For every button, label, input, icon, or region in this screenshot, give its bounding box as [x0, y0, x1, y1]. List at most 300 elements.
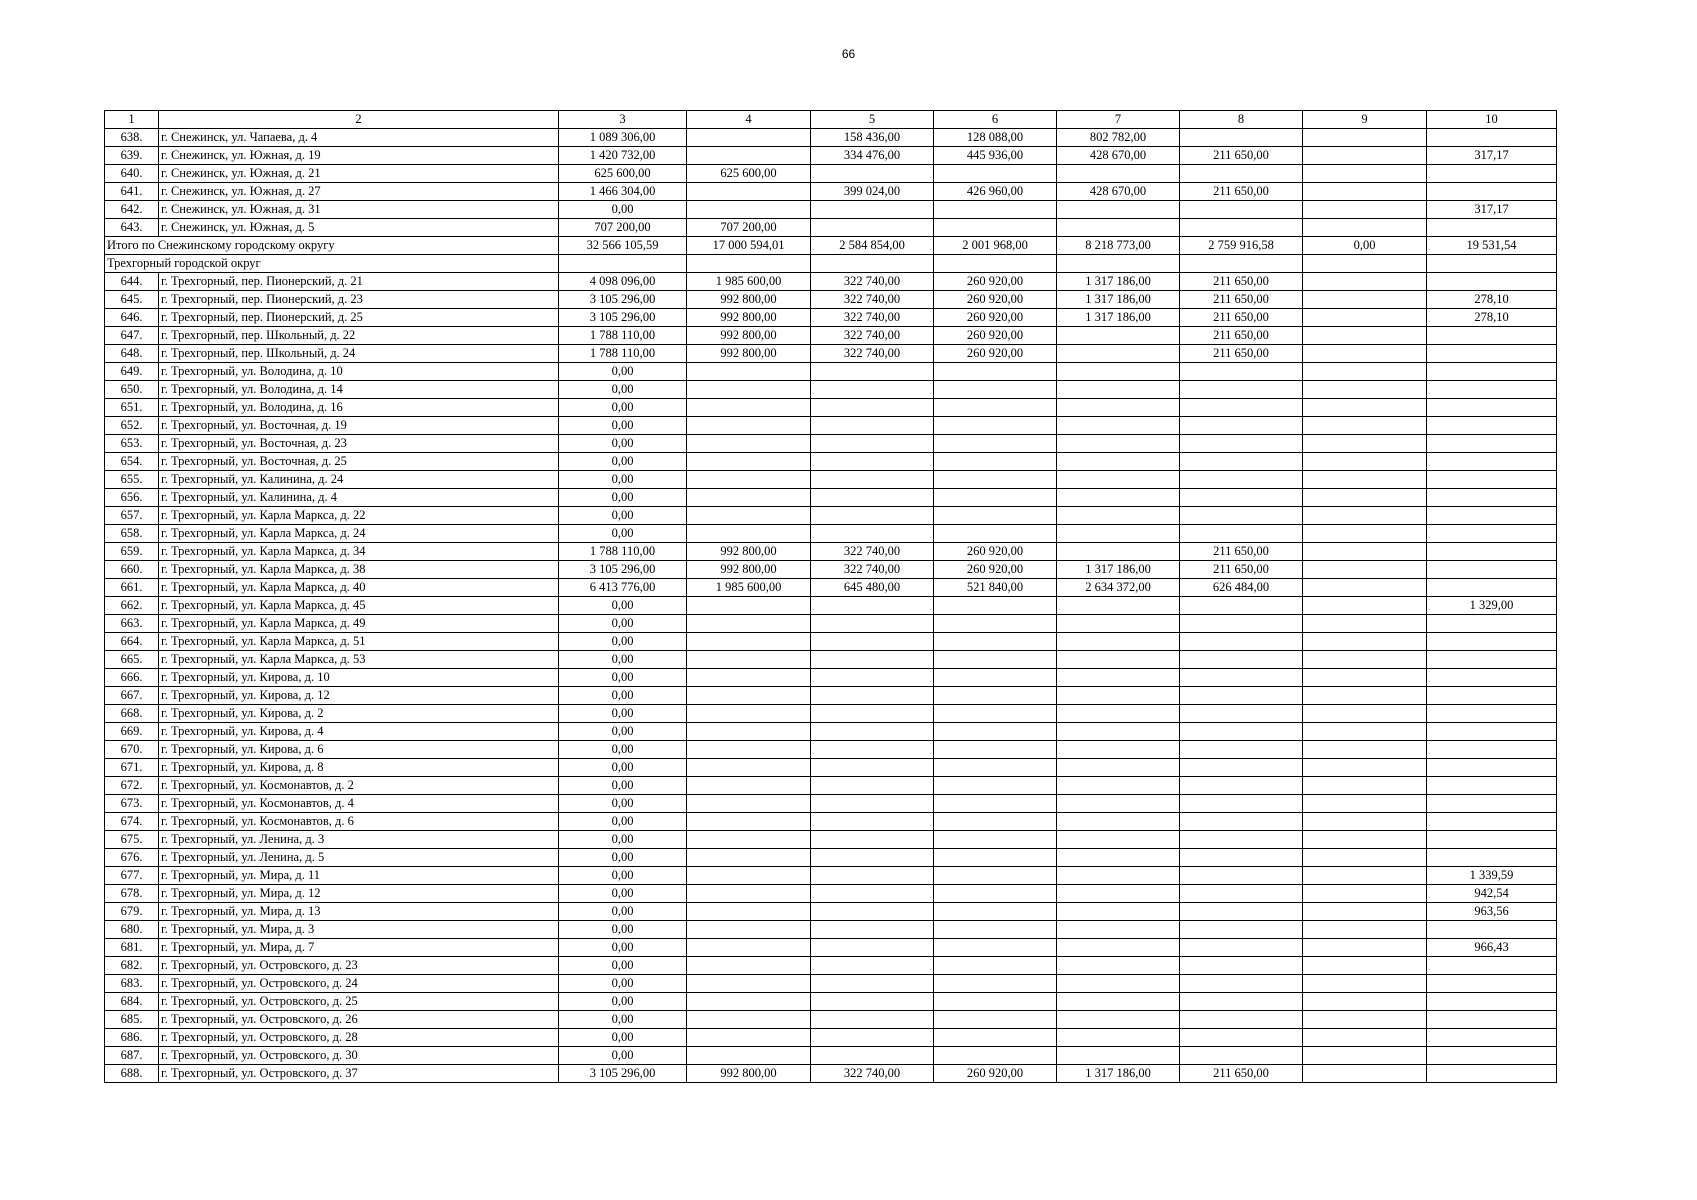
- value-cell-c8: [1180, 813, 1303, 831]
- value-cell-c3: 0,00: [559, 957, 687, 975]
- value-cell-c6: [934, 219, 1057, 237]
- table-row: [105, 399, 1557, 417]
- value-cell-c7: 1 317 186,00: [1057, 309, 1180, 327]
- value-cell-c9: [1303, 705, 1427, 723]
- value-cell-c3: 6 413 776,00: [559, 579, 687, 597]
- value-cell-c3: 0,00: [559, 849, 687, 867]
- value-cell-c9: [1303, 1011, 1427, 1029]
- value-cell-c6: 128 088,00: [934, 129, 1057, 147]
- value-cell-c9: [1303, 291, 1427, 309]
- row-number: 661.: [105, 579, 159, 597]
- value-cell-c5: [811, 201, 934, 219]
- value-cell-c6: [934, 489, 1057, 507]
- row-number: 650.: [105, 381, 159, 399]
- value-cell-c10: [1427, 1047, 1557, 1065]
- row-number: 687.: [105, 1047, 159, 1065]
- value-cell-c5: [811, 489, 934, 507]
- row-number: 683.: [105, 975, 159, 993]
- table-row: [105, 201, 1557, 219]
- table-row: [105, 561, 1557, 579]
- address-cell: г. Трехгорный, ул. Карла Маркса, д. 49: [159, 615, 559, 633]
- row-number: 654.: [105, 453, 159, 471]
- value-cell-c7: [1057, 327, 1180, 345]
- value-cell-c3: 707 200,00: [559, 219, 687, 237]
- value-cell-c6: [934, 201, 1057, 219]
- value-cell-c5: [811, 417, 934, 435]
- value-cell-c6: [934, 993, 1057, 1011]
- value-cell-c5: [811, 867, 934, 885]
- value-cell-c10: [1427, 741, 1557, 759]
- value-cell-c4: 992 800,00: [687, 561, 811, 579]
- row-number: 682.: [105, 957, 159, 975]
- value-cell-c7: [1057, 777, 1180, 795]
- table-row: [105, 741, 1557, 759]
- value-cell-c6: [934, 921, 1057, 939]
- value-cell-c9: [1303, 489, 1427, 507]
- value-cell-c8: [1180, 597, 1303, 615]
- value-cell-c4: [687, 849, 811, 867]
- row-number: 685.: [105, 1011, 159, 1029]
- value-cell-c9: [1303, 633, 1427, 651]
- value-cell-c7: 2 634 372,00: [1057, 579, 1180, 597]
- table-row: [105, 813, 1557, 831]
- value-cell-c6: [934, 615, 1057, 633]
- empty-cell: [934, 255, 1057, 273]
- value-cell-c6: [934, 435, 1057, 453]
- value-cell-c5: [811, 615, 934, 633]
- row-number: 684.: [105, 993, 159, 1011]
- value-cell-c3: 0,00: [559, 399, 687, 417]
- value-cell-c10: [1427, 219, 1557, 237]
- value-cell-c5: [811, 741, 934, 759]
- value-cell-c3: 0,00: [559, 669, 687, 687]
- value-cell-c9: [1303, 867, 1427, 885]
- value-cell-c8: [1180, 957, 1303, 975]
- address-cell: г. Трехгорный, пер. Школьный, д. 24: [159, 345, 559, 363]
- value-cell-c4: [687, 453, 811, 471]
- value-cell-c7: [1057, 975, 1180, 993]
- value-cell-c8: [1180, 831, 1303, 849]
- value-cell-c6: [934, 849, 1057, 867]
- value-cell-c3: 1 420 732,00: [559, 147, 687, 165]
- value-cell-c9: [1303, 903, 1427, 921]
- value-cell-c5: [811, 957, 934, 975]
- row-number: 677.: [105, 867, 159, 885]
- value-cell-c5: 322 740,00: [811, 273, 934, 291]
- row-number: 652.: [105, 417, 159, 435]
- address-cell: г. Трехгорный, ул. Мира, д. 7: [159, 939, 559, 957]
- value-cell-c7: [1057, 417, 1180, 435]
- value-cell-c3: 0,00: [559, 903, 687, 921]
- value-cell-c3: 1 466 304,00: [559, 183, 687, 201]
- value-cell-c3: 1 788 110,00: [559, 543, 687, 561]
- address-cell: г. Трехгорный, ул. Мира, д. 12: [159, 885, 559, 903]
- address-cell: г. Снежинск, ул. Южная, д. 19: [159, 147, 559, 165]
- total-value-c4: 17 000 594,01: [687, 237, 811, 255]
- value-cell-c5: [811, 651, 934, 669]
- value-cell-c4: [687, 759, 811, 777]
- value-cell-c10: [1427, 993, 1557, 1011]
- address-cell: г. Трехгорный, ул. Карла Маркса, д. 24: [159, 525, 559, 543]
- value-cell-c5: 158 436,00: [811, 129, 934, 147]
- table-row: [105, 867, 1557, 885]
- table-row: [105, 687, 1557, 705]
- address-cell: г. Трехгорный, ул. Мира, д. 3: [159, 921, 559, 939]
- value-cell-c10: [1427, 633, 1557, 651]
- value-cell-c7: [1057, 867, 1180, 885]
- address-cell: г. Трехгорный, ул. Карла Маркса, д. 40: [159, 579, 559, 597]
- row-number: 686.: [105, 1029, 159, 1047]
- table-row: [105, 651, 1557, 669]
- value-cell-c4: 992 800,00: [687, 327, 811, 345]
- value-cell-c7: [1057, 381, 1180, 399]
- value-cell-c10: [1427, 687, 1557, 705]
- empty-cell: [811, 255, 934, 273]
- value-cell-c5: [811, 435, 934, 453]
- value-cell-c4: [687, 363, 811, 381]
- row-number: 678.: [105, 885, 159, 903]
- row-number: 672.: [105, 777, 159, 795]
- value-cell-c8: 626 484,00: [1180, 579, 1303, 597]
- total-value-c7: 8 218 773,00: [1057, 237, 1180, 255]
- value-cell-c7: [1057, 849, 1180, 867]
- value-cell-c6: 426 960,00: [934, 183, 1057, 201]
- value-cell-c5: [811, 1029, 934, 1047]
- value-cell-c7: [1057, 201, 1180, 219]
- value-cell-c8: [1180, 687, 1303, 705]
- table-row: [105, 489, 1557, 507]
- value-cell-c10: [1427, 1065, 1557, 1083]
- value-cell-c10: [1427, 561, 1557, 579]
- value-cell-c9: [1303, 795, 1427, 813]
- value-cell-c3: 0,00: [559, 687, 687, 705]
- value-cell-c8: 211 650,00: [1180, 183, 1303, 201]
- value-cell-c4: [687, 201, 811, 219]
- value-cell-c3: 4 098 096,00: [559, 273, 687, 291]
- value-cell-c7: 802 782,00: [1057, 129, 1180, 147]
- value-cell-c3: 0,00: [559, 417, 687, 435]
- value-cell-c7: [1057, 525, 1180, 543]
- value-cell-c6: 260 920,00: [934, 345, 1057, 363]
- value-cell-c6: [934, 669, 1057, 687]
- address-cell: г. Снежинск, ул. Чапаева, д. 4: [159, 129, 559, 147]
- table-row: [105, 723, 1557, 741]
- value-cell-c8: [1180, 129, 1303, 147]
- row-number: 663.: [105, 615, 159, 633]
- header-cell: 6: [934, 111, 1057, 129]
- header-cell: 5: [811, 111, 934, 129]
- value-cell-c3: 3 105 296,00: [559, 561, 687, 579]
- table-row: [105, 579, 1557, 597]
- value-cell-c7: [1057, 993, 1180, 1011]
- value-cell-c4: [687, 885, 811, 903]
- value-cell-c3: 0,00: [559, 381, 687, 399]
- value-cell-c4: 992 800,00: [687, 309, 811, 327]
- value-cell-c9: [1303, 183, 1427, 201]
- value-cell-c4: [687, 975, 811, 993]
- address-cell: г. Трехгорный, пер. Школьный, д. 22: [159, 327, 559, 345]
- value-cell-c6: [934, 777, 1057, 795]
- value-cell-c6: 260 920,00: [934, 273, 1057, 291]
- value-cell-c10: 963,56: [1427, 903, 1557, 921]
- table-row: [105, 849, 1557, 867]
- value-cell-c6: [934, 165, 1057, 183]
- value-cell-c5: [811, 363, 934, 381]
- value-cell-c6: [934, 939, 1057, 957]
- value-cell-c10: [1427, 921, 1557, 939]
- value-cell-c8: 211 650,00: [1180, 147, 1303, 165]
- value-cell-c4: [687, 921, 811, 939]
- row-number: 644.: [105, 273, 159, 291]
- value-cell-c5: [811, 471, 934, 489]
- address-cell: г. Трехгорный, ул. Космонавтов, д. 6: [159, 813, 559, 831]
- value-cell-c6: [934, 651, 1057, 669]
- value-cell-c9: [1303, 165, 1427, 183]
- value-cell-c4: 1 985 600,00: [687, 273, 811, 291]
- row-number: 648.: [105, 345, 159, 363]
- value-cell-c5: [811, 885, 934, 903]
- value-cell-c6: [934, 363, 1057, 381]
- value-cell-c8: [1180, 921, 1303, 939]
- address-cell: г. Трехгорный, ул. Карла Маркса, д. 22: [159, 507, 559, 525]
- row-number: 676.: [105, 849, 159, 867]
- row-number: 669.: [105, 723, 159, 741]
- value-cell-c9: [1303, 507, 1427, 525]
- value-cell-c4: [687, 1029, 811, 1047]
- value-cell-c10: [1427, 831, 1557, 849]
- table-row: [105, 147, 1557, 165]
- total-value-c6: 2 001 968,00: [934, 237, 1057, 255]
- row-number: 674.: [105, 813, 159, 831]
- value-cell-c5: 322 740,00: [811, 327, 934, 345]
- total-row: [105, 237, 1557, 255]
- value-cell-c10: [1427, 651, 1557, 669]
- value-cell-c10: [1427, 453, 1557, 471]
- value-cell-c7: 1 317 186,00: [1057, 1065, 1180, 1083]
- value-cell-c4: [687, 381, 811, 399]
- value-cell-c4: [687, 129, 811, 147]
- value-cell-c3: 0,00: [559, 705, 687, 723]
- table-row: [105, 1011, 1557, 1029]
- row-number: 667.: [105, 687, 159, 705]
- value-cell-c5: [811, 165, 934, 183]
- value-cell-c10: [1427, 957, 1557, 975]
- value-cell-c8: [1180, 939, 1303, 957]
- value-cell-c6: [934, 867, 1057, 885]
- value-cell-c8: [1180, 975, 1303, 993]
- header-cell: 9: [1303, 111, 1427, 129]
- value-cell-c5: [811, 453, 934, 471]
- value-cell-c6: [934, 381, 1057, 399]
- row-number: 662.: [105, 597, 159, 615]
- page-number: 66: [841, 47, 856, 61]
- value-cell-c4: [687, 399, 811, 417]
- value-cell-c7: 1 317 186,00: [1057, 561, 1180, 579]
- total-value-c8: 2 759 916,58: [1180, 237, 1303, 255]
- value-cell-c8: [1180, 867, 1303, 885]
- value-cell-c7: [1057, 1029, 1180, 1047]
- value-cell-c5: [811, 903, 934, 921]
- table-row: [105, 129, 1557, 147]
- value-cell-c9: [1303, 651, 1427, 669]
- value-cell-c3: 0,00: [559, 651, 687, 669]
- row-number: 656.: [105, 489, 159, 507]
- row-number: 641.: [105, 183, 159, 201]
- value-cell-c8: [1180, 435, 1303, 453]
- value-cell-c9: [1303, 363, 1427, 381]
- value-cell-c7: [1057, 543, 1180, 561]
- value-cell-c5: [811, 705, 934, 723]
- value-cell-c8: [1180, 201, 1303, 219]
- value-cell-c6: 260 920,00: [934, 1065, 1057, 1083]
- address-cell: г. Трехгорный, ул. Островского, д. 23: [159, 957, 559, 975]
- value-cell-c4: [687, 597, 811, 615]
- value-cell-c10: [1427, 327, 1557, 345]
- value-cell-c3: 0,00: [559, 1029, 687, 1047]
- value-cell-c6: [934, 759, 1057, 777]
- value-cell-c3: 0,00: [559, 759, 687, 777]
- total-value-c5: 2 584 854,00: [811, 237, 934, 255]
- value-cell-c4: [687, 1011, 811, 1029]
- address-cell: г. Трехгорный, ул. Карла Маркса, д. 51: [159, 633, 559, 651]
- value-cell-c9: [1303, 381, 1427, 399]
- value-cell-c6: [934, 741, 1057, 759]
- value-cell-c7: [1057, 831, 1180, 849]
- value-cell-c8: [1180, 669, 1303, 687]
- value-cell-c8: [1180, 651, 1303, 669]
- value-cell-c9: [1303, 579, 1427, 597]
- value-cell-c3: 625 600,00: [559, 165, 687, 183]
- value-cell-c3: 0,00: [559, 975, 687, 993]
- empty-cell: [1303, 255, 1427, 273]
- value-cell-c10: [1427, 579, 1557, 597]
- total-value-c10: 19 531,54: [1427, 237, 1557, 255]
- address-cell: г. Трехгорный, ул. Карла Маркса, д. 53: [159, 651, 559, 669]
- group-row: [105, 255, 1557, 273]
- value-cell-c7: [1057, 705, 1180, 723]
- value-cell-c5: [811, 993, 934, 1011]
- value-cell-c3: 0,00: [559, 1047, 687, 1065]
- header-cell: 8: [1180, 111, 1303, 129]
- value-cell-c5: [811, 597, 934, 615]
- header-cell: 7: [1057, 111, 1180, 129]
- value-cell-c9: [1303, 273, 1427, 291]
- value-cell-c8: [1180, 1029, 1303, 1047]
- address-cell: г. Трехгорный, ул. Кирова, д. 6: [159, 741, 559, 759]
- table-row: [105, 471, 1557, 489]
- value-cell-c5: [811, 633, 934, 651]
- value-cell-c8: 211 650,00: [1180, 345, 1303, 363]
- value-cell-c5: [811, 687, 934, 705]
- value-cell-c7: [1057, 723, 1180, 741]
- row-number: 673.: [105, 795, 159, 813]
- value-cell-c8: [1180, 633, 1303, 651]
- table-row: [105, 345, 1557, 363]
- row-number: 680.: [105, 921, 159, 939]
- address-cell: г. Трехгорный, ул. Мира, д. 13: [159, 903, 559, 921]
- value-cell-c10: [1427, 435, 1557, 453]
- header-cell: 1: [105, 111, 159, 129]
- table-row: [105, 507, 1557, 525]
- value-cell-c10: 942,54: [1427, 885, 1557, 903]
- value-cell-c3: 0,00: [559, 741, 687, 759]
- table-row: [105, 705, 1557, 723]
- value-cell-c4: [687, 1047, 811, 1065]
- value-cell-c3: 0,00: [559, 1011, 687, 1029]
- value-cell-c5: [811, 795, 934, 813]
- value-cell-c7: [1057, 1047, 1180, 1065]
- row-number: 653.: [105, 435, 159, 453]
- row-number: 666.: [105, 669, 159, 687]
- value-cell-c4: [687, 723, 811, 741]
- address-cell: г. Трехгорный, ул. Космонавтов, д. 4: [159, 795, 559, 813]
- value-cell-c8: [1180, 705, 1303, 723]
- value-cell-c8: [1180, 525, 1303, 543]
- value-cell-c9: [1303, 1047, 1427, 1065]
- value-cell-c6: [934, 1047, 1057, 1065]
- value-cell-c7: [1057, 651, 1180, 669]
- value-cell-c6: [934, 813, 1057, 831]
- row-number: 668.: [105, 705, 159, 723]
- value-cell-c6: [934, 471, 1057, 489]
- value-cell-c3: 0,00: [559, 831, 687, 849]
- value-cell-c8: 211 650,00: [1180, 543, 1303, 561]
- value-cell-c8: [1180, 399, 1303, 417]
- value-cell-c8: [1180, 471, 1303, 489]
- value-cell-c6: [934, 705, 1057, 723]
- value-cell-c7: [1057, 795, 1180, 813]
- row-number: 643.: [105, 219, 159, 237]
- address-cell: г. Трехгорный, ул. Калинина, д. 24: [159, 471, 559, 489]
- value-cell-c10: [1427, 363, 1557, 381]
- table-row: [105, 309, 1557, 327]
- table-row: [105, 273, 1557, 291]
- value-cell-c10: [1427, 975, 1557, 993]
- value-cell-c8: [1180, 381, 1303, 399]
- value-cell-c9: [1303, 327, 1427, 345]
- table-row: [105, 975, 1557, 993]
- value-cell-c3: 1 788 110,00: [559, 327, 687, 345]
- address-cell: г. Снежинск, ул. Южная, д. 31: [159, 201, 559, 219]
- value-cell-c10: 1 329,00: [1427, 597, 1557, 615]
- value-cell-c7: [1057, 759, 1180, 777]
- value-cell-c8: [1180, 993, 1303, 1011]
- value-cell-c9: [1303, 129, 1427, 147]
- table-body: [105, 111, 1557, 1083]
- value-cell-c6: 260 920,00: [934, 291, 1057, 309]
- row-number: 640.: [105, 165, 159, 183]
- value-cell-c3: 0,00: [559, 489, 687, 507]
- value-cell-c3: 0,00: [559, 813, 687, 831]
- value-cell-c5: 322 740,00: [811, 561, 934, 579]
- address-cell: г. Трехгорный, ул. Островского, д. 30: [159, 1047, 559, 1065]
- table-row: [105, 993, 1557, 1011]
- value-cell-c3: 1 788 110,00: [559, 345, 687, 363]
- address-cell: г. Трехгорный, ул. Карла Маркса, д. 34: [159, 543, 559, 561]
- address-cell: г. Трехгорный, ул. Володина, д. 14: [159, 381, 559, 399]
- table-row: [105, 633, 1557, 651]
- value-cell-c3: 3 105 296,00: [559, 1065, 687, 1083]
- value-cell-c5: [811, 1047, 934, 1065]
- value-cell-c9: [1303, 885, 1427, 903]
- value-cell-c9: [1303, 723, 1427, 741]
- value-cell-c8: [1180, 453, 1303, 471]
- row-number: 646.: [105, 309, 159, 327]
- row-number: 651.: [105, 399, 159, 417]
- header-cell: 3: [559, 111, 687, 129]
- value-cell-c9: [1303, 975, 1427, 993]
- value-cell-c7: [1057, 165, 1180, 183]
